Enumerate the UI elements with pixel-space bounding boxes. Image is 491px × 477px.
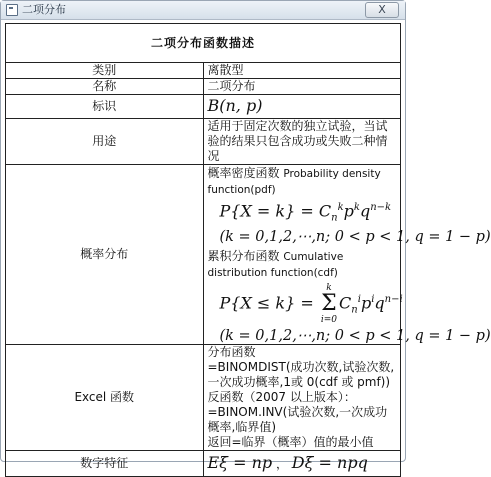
excel-line-5: 返回=临界（概率）值的最小值	[207, 434, 374, 449]
pdf-title: 概率密度函数	[207, 166, 280, 180]
excel-line-4: =BINOM.INV(试验次数,一次成功概率,临界值)	[207, 404, 388, 434]
category-label: 类别	[6, 63, 204, 79]
excel-value	[203, 344, 401, 450]
distribution-label: 概率分布	[6, 165, 204, 345]
expectation-formula: Eξ = np	[207, 452, 273, 472]
usage-label: 用途	[6, 119, 204, 165]
excel-line-2: =BINOMDIST(成功次数,试验次数,一次成功概率,1或 0(cdf 或 pmf))	[207, 359, 395, 389]
pdf-title-en: Probability density function(pdf)	[207, 168, 381, 196]
notation-formula: B(n, p)	[207, 96, 263, 115]
description-table	[5, 23, 491, 477]
variance-formula: Dξ = npq	[291, 452, 368, 472]
excel-line-1: 分布函数	[207, 344, 256, 359]
title-bar[interactable]	[1, 1, 405, 20]
notation-value	[203, 95, 401, 119]
pdf-formula: $P\{X = k\} = C_n^kp^kq^{n-k}$	[219, 201, 392, 224]
cdf-condition: (k = 0,1,2,⋯,n; 0 < p < 1, q = 1 − p)	[219, 327, 491, 344]
excel-line-3: 反函数（2007 以上版本）：	[207, 389, 356, 404]
name-label: 名称	[6, 79, 204, 95]
usage-value: 适用于固定次数的独立试验，当试验的结果只包含成功或失败二种情况	[203, 119, 401, 165]
name-value: 二项分布	[203, 79, 401, 95]
cdf-title-en: Cumulative distribution function(cdf)	[207, 250, 344, 279]
features-separator: ，	[275, 456, 288, 471]
category-value: 离散型	[203, 63, 401, 79]
sum-symbol: k Σ i=0	[320, 282, 338, 325]
distribution-value	[203, 165, 491, 345]
table-heading: 二项分布函数描述	[6, 24, 401, 63]
window-icon	[6, 4, 18, 16]
cdf-title: 累积分布函数	[207, 248, 280, 263]
features-value	[203, 450, 401, 476]
cdf-formula: P{X ≤ k} = k Σ i=0 $C_n^ip^iq^{n-i}$	[219, 282, 403, 325]
content-area	[5, 23, 491, 472]
pdf-condition: (k = 0,1,2,⋯,n; 0 < p < 1, q = 1 − p)	[219, 228, 491, 245]
features-label: 数字特征	[6, 450, 204, 476]
notation-label: 标识	[6, 95, 204, 119]
excel-label: Excel 函数	[6, 344, 204, 450]
close-button[interactable]: X	[365, 2, 399, 18]
window-title: 二项分布	[22, 3, 66, 16]
